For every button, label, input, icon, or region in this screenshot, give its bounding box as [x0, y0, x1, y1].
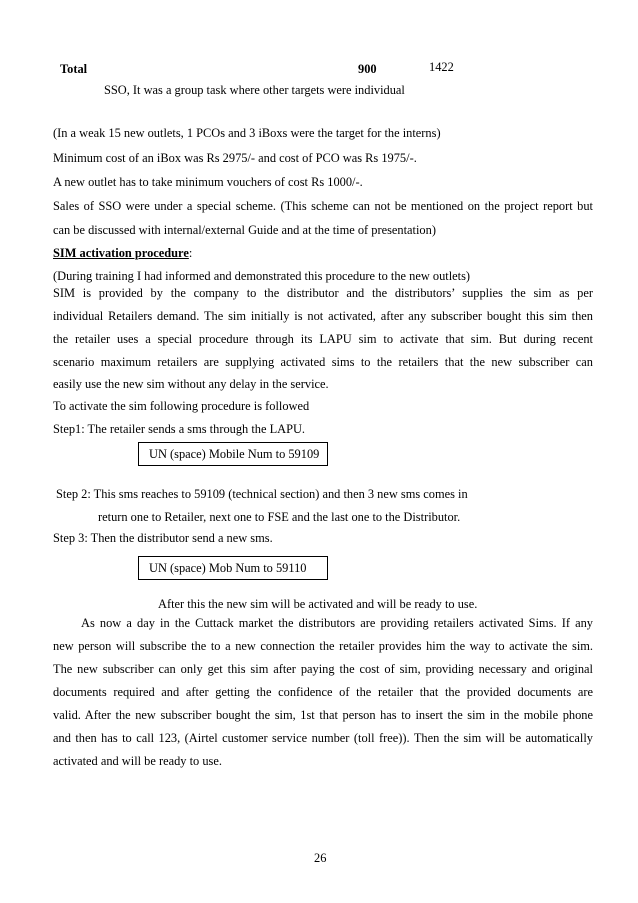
- closing-line-5: valid. After the new subscriber bought the sim, 1st that person has to insert the sim in the mobile phone: [53, 708, 593, 722]
- table-total-label: Total: [60, 62, 88, 76]
- step-1: Step1: The retailer sends a sms through the LAPU.: [53, 422, 306, 436]
- sim-body-line-5: easily use the new sim without any delay in the service.: [53, 377, 329, 391]
- closing-line-7: activated and will be ready to use.: [53, 754, 222, 768]
- activation-note: After this the new sim will be activated and will be ready to use.: [158, 597, 478, 611]
- step3-sms-text: UN (space) Mob Num to 59110: [149, 561, 307, 575]
- section-heading: [53, 245, 192, 261]
- closing-line-6: and then has to call 123, (Airtel customer service number (toll free)). Then the sim will be automatically: [53, 731, 593, 745]
- closing-line-4: documents required and after getting the confidence of the retailer that the provided documents are: [53, 685, 593, 699]
- table-note: SSO, It was a group task where other targets were individual: [104, 83, 405, 97]
- sim-heading: SIM activation procedure: [53, 246, 189, 260]
- closing-line-2: new person will subscribe the to a new connection the retailer provides him the way to activate the sim.: [53, 639, 593, 653]
- page-number: 26: [314, 851, 327, 865]
- closing-line-3: The new subscriber can only get this sim after paying the cost of sim, providing necessary and original: [53, 662, 593, 676]
- procedure-intro: To activate the sim following procedure is followed: [53, 399, 310, 413]
- paragraph-targets: (In a weak 15 new outlets, 1 PCOs and 3 iBoxs were the target for the interns): [53, 126, 441, 140]
- sim-body-line-3: the retailer uses a special procedure through its LAPU sim to activate that sim. But during recent: [53, 332, 593, 346]
- step3-sms-box: [138, 556, 328, 580]
- table-total-value2: 1422: [429, 60, 454, 74]
- paragraph-costs: Minimum cost of an iBox was Rs 2975/- and cost of PCO was Rs 1975/-.: [53, 151, 417, 165]
- step1-sms-box: [138, 442, 328, 466]
- sim-body-line-1: SIM is provided by the company to the distributor and the distributors’ supplies the sim as per: [53, 286, 593, 300]
- sim-heading-colon: :: [188, 246, 193, 260]
- closing-line-1: As now a day in the Cuttack market the distributors are providing retailers activated Sims. If any: [81, 616, 593, 630]
- step-3: Step 3: Then the distributor send a new sms.: [53, 531, 273, 545]
- paragraph-sso-line2: can be discussed with internal/external Guide and at the time of presentation): [53, 223, 436, 237]
- table-total-value1: 900: [358, 62, 377, 76]
- training-note: (During training I had informed and demonstrated this procedure to the new outlets): [53, 269, 471, 283]
- sim-body-line-2: individual Retailers demand. The sim initially is not activated, after any subscriber bought this sim then: [53, 309, 593, 323]
- step-2-line1: Step 2: This sms reaches to 59109 (technical section) and then 3 new sms comes in: [56, 487, 468, 501]
- step1-sms-text: UN (space) Mobile Num to 59109: [149, 447, 320, 461]
- paragraph-sso-line1: Sales of SSO were under a special scheme. (This scheme can not be mentioned on the project report but: [53, 199, 593, 213]
- sim-body-line-4: scenario maximum retailers are supplying activated sims to the retailers that the new subscriber can: [53, 355, 593, 369]
- step-2-line2: return one to Retailer, next one to FSE and the last one to the Distributor.: [98, 510, 461, 524]
- paragraph-vouchers: A new outlet has to take minimum vouchers of cost Rs 1000/-.: [53, 175, 363, 189]
